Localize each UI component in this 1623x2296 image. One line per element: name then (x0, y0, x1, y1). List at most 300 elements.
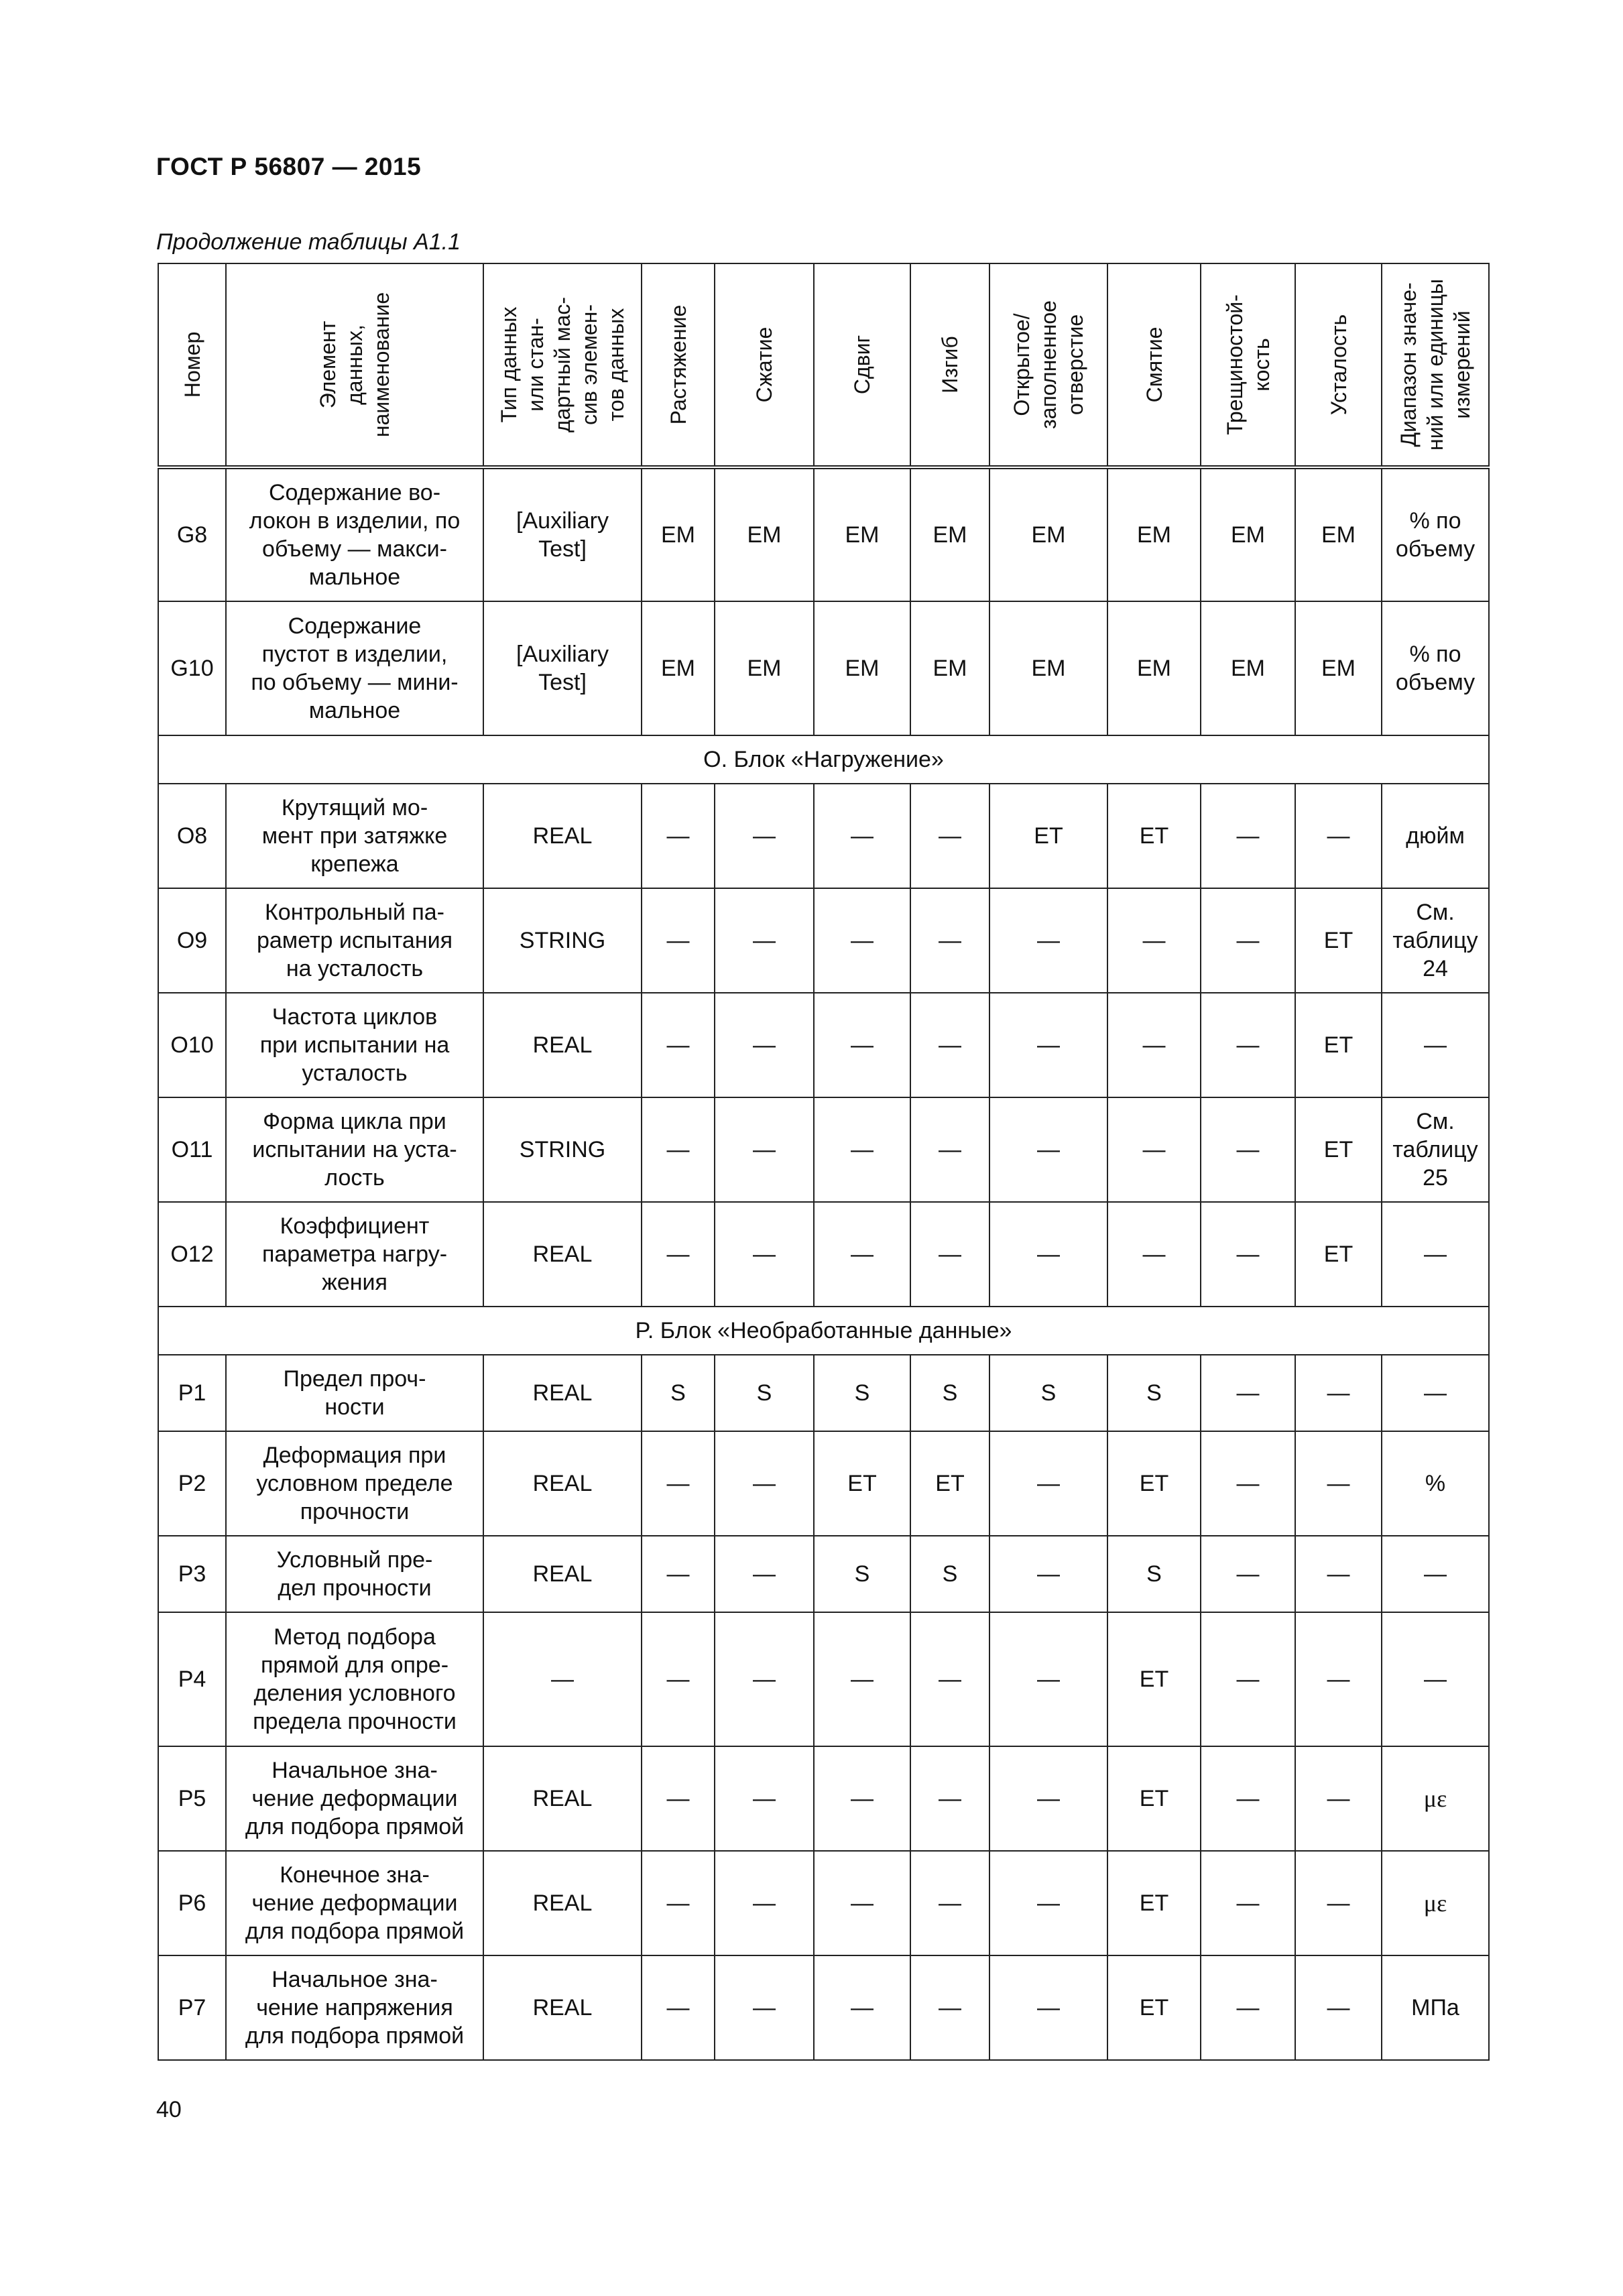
element-name (226, 1612, 483, 1746)
range-units-text: — (1424, 1242, 1447, 1267)
cell-value (910, 467, 989, 601)
cell-value-text: S (942, 1380, 958, 1406)
data-type (483, 601, 642, 735)
cell-value-text: — (1236, 1667, 1260, 1692)
cell-value-text: ET (1323, 1032, 1354, 1058)
cell-value-text: — (1037, 1561, 1060, 1587)
cell-value (1107, 993, 1201, 1097)
section-label: P. Блок «Необработанные данные» (158, 1307, 1489, 1355)
cell-value (814, 1851, 910, 1955)
table-row (158, 1536, 1489, 1612)
cell-value (910, 1355, 989, 1431)
cell-value-text: — (666, 1667, 690, 1692)
cell-value-text: — (753, 1890, 776, 1916)
row-number-text: P2 (178, 1471, 206, 1496)
cell-value (715, 1097, 814, 1202)
cell-value-text: — (666, 1786, 690, 1811)
column-header (910, 263, 989, 467)
cell-value (989, 1431, 1107, 1536)
column-header-label: Трещиностой- кость (1222, 294, 1274, 435)
cell-value-text: — (1327, 1561, 1350, 1587)
document-header: ГОСТ Р 56807 — 2015 (156, 153, 422, 180)
cell-value-text: — (1142, 1137, 1166, 1162)
cell-value-text: — (753, 1137, 776, 1162)
cell-value-text: EM (747, 522, 782, 548)
cell-value (989, 467, 1107, 601)
table-row (158, 1851, 1489, 1955)
cell-value-text: — (1327, 1995, 1350, 2020)
range-units-text: με (1423, 1785, 1447, 1812)
element-name (226, 1355, 483, 1431)
cell-value-text: — (939, 1032, 961, 1058)
cell-value (715, 1851, 814, 1955)
cell-value-text: — (1236, 1242, 1260, 1267)
cell-value (910, 993, 989, 1097)
row-number (158, 1202, 226, 1307)
cell-value (814, 888, 910, 993)
cell-value-text: — (851, 1137, 874, 1162)
data-type-text: REAL (532, 1032, 593, 1058)
cell-value (715, 1746, 814, 1851)
row-number-text: P1 (178, 1380, 206, 1406)
column-header-label: Смятие (1142, 326, 1166, 403)
cell-value (814, 1097, 910, 1202)
range-units-text: % по объему (1395, 508, 1476, 562)
cell-value-text: — (753, 1561, 776, 1587)
element-name-text: Предел проч- ности (283, 1366, 426, 1420)
cell-value-text: — (666, 928, 690, 953)
element-name-text: Частота циклов при испытании на усталость (259, 1004, 450, 1086)
row-number-text: O8 (176, 823, 208, 849)
cell-value (1107, 1612, 1201, 1746)
cell-value-text: S (1146, 1380, 1162, 1406)
cell-value-text: — (1327, 1667, 1350, 1692)
data-type-text: REAL (532, 1242, 593, 1267)
data-type-text: REAL (532, 1890, 593, 1916)
data-type (483, 1612, 642, 1746)
table-row (158, 784, 1489, 888)
cell-value-text: — (666, 1995, 690, 2020)
section-label: O. Блок «Нагружение» (158, 735, 1489, 784)
cell-value (910, 888, 989, 993)
cell-value-text: EM (661, 522, 695, 548)
cell-value-text: — (666, 1137, 690, 1162)
cell-value-text: — (851, 1032, 874, 1058)
row-number-text: O11 (171, 1137, 213, 1162)
cell-value-text: EM (1321, 656, 1356, 681)
cell-value-text: — (851, 1242, 874, 1267)
table-body (158, 467, 1489, 2060)
cell-value (715, 993, 814, 1097)
cell-value-text: — (851, 1786, 874, 1811)
cell-value-text: — (1142, 928, 1166, 953)
row-number (158, 601, 226, 735)
cell-value-text: EM (845, 522, 880, 548)
cell-value-text: S (756, 1380, 772, 1406)
cell-value (814, 1746, 910, 1851)
element-name (226, 1431, 483, 1536)
cell-value-text: — (753, 1032, 776, 1058)
row-number (158, 1536, 226, 1612)
data-type (483, 467, 642, 601)
row-number-text: P4 (178, 1667, 206, 1692)
column-header (1295, 263, 1382, 467)
column-header (814, 263, 910, 467)
cell-value-text: ET (1139, 1786, 1169, 1811)
cell-value (910, 1097, 989, 1202)
cell-value (814, 1355, 910, 1431)
row-number (158, 1355, 226, 1431)
row-number-text: G10 (170, 656, 214, 681)
cell-value (1107, 467, 1201, 601)
cell-value (1107, 1355, 1201, 1431)
table-caption: Продолжение таблицы А1.1 (156, 229, 461, 255)
data-table (158, 263, 1490, 2061)
cell-value-text: EM (747, 656, 782, 681)
range-units (1382, 888, 1489, 993)
cell-value-text: ET (1139, 1995, 1169, 2020)
cell-value (910, 1202, 989, 1307)
cell-value (715, 601, 814, 735)
cell-value (1295, 993, 1382, 1097)
cell-value-text: — (753, 928, 776, 953)
cell-value (642, 784, 715, 888)
cell-value (989, 1746, 1107, 1851)
cell-value-text: — (1236, 1890, 1260, 1916)
cell-value-text: — (1236, 1471, 1260, 1496)
cell-value-text: — (939, 1242, 961, 1267)
table-row (158, 888, 1489, 993)
cell-value (642, 1851, 715, 1955)
row-number-text: P7 (178, 1995, 206, 2020)
data-type (483, 1355, 642, 1431)
data-type (483, 1097, 642, 1202)
cell-value-text: — (1327, 823, 1350, 849)
header-row (158, 263, 1489, 467)
data-type (483, 1746, 642, 1851)
table-row (158, 467, 1489, 601)
range-units (1382, 1612, 1489, 1746)
element-name-text: Контрольный па- раметр испытания на усталость (256, 900, 453, 981)
row-number-text: P6 (178, 1890, 206, 1916)
cell-value-text: — (666, 1561, 690, 1587)
cell-value (1201, 784, 1295, 888)
cell-value-text: ET (1139, 1890, 1169, 1916)
cell-value (642, 888, 715, 993)
cell-value-text: EM (1137, 656, 1171, 681)
column-header (1201, 263, 1295, 467)
cell-value-text: S (1146, 1561, 1162, 1587)
table-row (158, 1746, 1489, 1851)
cell-value-text: — (1037, 1890, 1060, 1916)
cell-value-text: — (1037, 1137, 1060, 1162)
cell-value-text: — (1327, 1786, 1350, 1811)
cell-value (989, 601, 1107, 735)
cell-value-text: — (1236, 1137, 1260, 1162)
column-header (483, 263, 642, 467)
element-name (226, 1851, 483, 1955)
cell-value (910, 1612, 989, 1746)
cell-value-text: ET (1323, 1242, 1354, 1267)
range-units (1382, 1851, 1489, 1955)
cell-value (1107, 1955, 1201, 2060)
data-type (483, 1851, 642, 1955)
cell-value (1201, 1355, 1295, 1431)
cell-value (1201, 993, 1295, 1097)
cell-value (1107, 601, 1201, 735)
table-row (158, 1955, 1489, 2060)
cell-value-text: S (854, 1561, 870, 1587)
table-row (158, 1431, 1489, 1536)
range-units (1382, 784, 1489, 888)
cell-value-text: — (1236, 928, 1260, 953)
cell-value (1107, 1746, 1201, 1851)
data-type-text: REAL (532, 1995, 593, 2020)
element-name (226, 1097, 483, 1202)
cell-value-text: — (851, 823, 874, 849)
cell-value-text: — (666, 823, 690, 849)
data-type-text: REAL (532, 1786, 593, 1811)
range-units-text: με (1423, 1890, 1447, 1917)
cell-value (642, 1955, 715, 2060)
cell-value (989, 1612, 1107, 1746)
cell-value (715, 1431, 814, 1536)
cell-value-text: — (666, 1032, 690, 1058)
cell-value-text: — (666, 1471, 690, 1496)
data-type-text: REAL (532, 1380, 593, 1406)
column-header-label: Сжатие (752, 326, 776, 403)
cell-value-text: — (753, 1471, 776, 1496)
column-header-label: Элемент данных, наименование (316, 292, 394, 438)
column-header-label: Сдвиг (850, 335, 874, 395)
row-number-text: G8 (176, 522, 208, 548)
cell-value (715, 1955, 814, 2060)
cell-value (989, 1202, 1107, 1307)
table-row (158, 993, 1489, 1097)
element-name-text: Содержание пустот в изделии, по объему — мини- мальное (251, 613, 459, 723)
cell-value-text: — (939, 928, 961, 953)
range-units-text: % (1425, 1471, 1446, 1496)
cell-value (1201, 1202, 1295, 1307)
cell-value (814, 467, 910, 601)
cell-value (715, 888, 814, 993)
cell-value-text: EM (1231, 522, 1265, 548)
cell-value (814, 1431, 910, 1536)
element-name-text: Метод подбора прямой для опре- деления условного предела прочности (253, 1624, 457, 1734)
cell-value-text: — (939, 1137, 961, 1162)
cell-value (1295, 1851, 1382, 1955)
element-name-text: Начальное зна- чение деформации для подбора прямой (245, 1758, 465, 1839)
cell-value (814, 784, 910, 888)
row-number-text: O9 (176, 928, 208, 953)
cell-value (1295, 784, 1382, 888)
element-name (226, 1536, 483, 1612)
range-units-text: МПа (1411, 1995, 1459, 2020)
cell-value-text: — (666, 1890, 690, 1916)
cell-value-text: S (670, 1380, 686, 1406)
row-number (158, 1955, 226, 2060)
cell-value (814, 1612, 910, 1746)
cell-value (910, 1851, 989, 1955)
cell-value-text: — (753, 1667, 776, 1692)
cell-value-text: EM (1321, 522, 1356, 548)
element-name-text: Начальное зна- чение напряжения для подбора прямой (245, 1967, 465, 2049)
cell-value (814, 1536, 910, 1612)
cell-value (1295, 1431, 1382, 1536)
column-header-label: Диапазон значе- ний или единицы измерений (1396, 278, 1474, 451)
cell-value (989, 1955, 1107, 2060)
cell-value (1107, 888, 1201, 993)
element-name-text: Содержание во- локон в изделии, по объему — макси- мальное (249, 480, 461, 590)
column-header (226, 263, 483, 467)
column-header (715, 263, 814, 467)
cell-value (1107, 1097, 1201, 1202)
row-number-text: P5 (178, 1786, 206, 1811)
range-units-text: дюйм (1406, 823, 1465, 849)
data-type (483, 888, 642, 993)
cell-value (1295, 1202, 1382, 1307)
cell-value-text: — (939, 1667, 961, 1692)
cell-value (642, 1536, 715, 1612)
range-units (1382, 601, 1489, 735)
cell-value (910, 1431, 989, 1536)
range-units (1382, 1431, 1489, 1536)
cell-value (814, 1202, 910, 1307)
cell-value (910, 1955, 989, 2060)
row-number (158, 993, 226, 1097)
data-type-text: REAL (532, 823, 593, 849)
row-number (158, 1746, 226, 1851)
cell-value-text: EM (661, 656, 695, 681)
cell-value-text: — (1236, 1380, 1260, 1406)
cell-value (1107, 1536, 1201, 1612)
element-name (226, 1202, 483, 1307)
cell-value-text: — (753, 1242, 776, 1267)
cell-value (642, 1612, 715, 1746)
row-number (158, 1097, 226, 1202)
cell-value-text: — (1037, 928, 1060, 953)
cell-value (1295, 1746, 1382, 1851)
cell-value (910, 784, 989, 888)
data-type (483, 784, 642, 888)
range-units-text: См. таблицу 25 (1392, 1109, 1478, 1191)
data-type (483, 1955, 642, 2060)
row-number (158, 888, 226, 993)
range-units-text: % по объему (1395, 642, 1476, 695)
cell-value (1107, 784, 1201, 888)
cell-value (1295, 1612, 1382, 1746)
cell-value-text: — (1236, 823, 1260, 849)
cell-value-text: ET (1139, 823, 1169, 849)
cell-value (814, 993, 910, 1097)
cell-value-text: — (1037, 1667, 1060, 1692)
range-units (1382, 1536, 1489, 1612)
element-name (226, 1955, 483, 2060)
cell-value (1201, 1746, 1295, 1851)
column-header-label: Номер (180, 331, 204, 398)
row-number-text: O10 (170, 1032, 214, 1058)
data-type-text: — (551, 1667, 574, 1692)
data-type-text: STRING (519, 928, 606, 953)
column-header-label: Открытое/ заполненное отверстие (1010, 300, 1087, 429)
cell-value (1107, 1851, 1201, 1955)
cell-value-text: — (1142, 1032, 1166, 1058)
cell-value-text: — (1236, 1786, 1260, 1811)
cell-value-text: S (1040, 1380, 1057, 1406)
cell-value-text: — (851, 1667, 874, 1692)
cell-value (989, 888, 1107, 993)
cell-value-text: — (1037, 1995, 1060, 2020)
range-units (1382, 1097, 1489, 1202)
cell-value (715, 1355, 814, 1431)
cell-value-text: — (1236, 1561, 1260, 1587)
cell-value-text: — (1142, 1242, 1166, 1267)
cell-value-text: EM (1031, 522, 1066, 548)
range-units-text: — (1424, 1667, 1447, 1692)
cell-value (1295, 1955, 1382, 2060)
cell-value (814, 1955, 910, 2060)
data-type-text: REAL (532, 1471, 593, 1496)
row-number (158, 1851, 226, 1955)
cell-value-text: — (851, 1995, 874, 2020)
cell-value (1201, 1851, 1295, 1955)
element-name-text: Условный пре- дел прочности (276, 1547, 433, 1601)
cell-value-text: EM (1231, 656, 1265, 681)
cell-value-text: — (851, 1890, 874, 1916)
cell-value (715, 1202, 814, 1307)
data-type-text: STRING (519, 1137, 606, 1162)
cell-value (989, 784, 1107, 888)
cell-value (642, 1355, 715, 1431)
cell-value-text: ET (1323, 928, 1354, 953)
cell-value-text: — (753, 823, 776, 849)
row-number (158, 467, 226, 601)
column-header (642, 263, 715, 467)
cell-value-text: — (1327, 1471, 1350, 1496)
table-row (158, 1202, 1489, 1307)
range-units (1382, 993, 1489, 1097)
cell-value (1201, 467, 1295, 601)
cell-value-text: ET (1034, 823, 1063, 849)
cell-value (1295, 601, 1382, 735)
cell-value-text: — (1037, 1471, 1060, 1496)
cell-value (642, 1097, 715, 1202)
row-number-text: P3 (178, 1561, 206, 1587)
cell-value-text: S (942, 1561, 958, 1587)
column-header-label: Растяжение (666, 304, 690, 425)
cell-value (910, 601, 989, 735)
cell-value-text: ET (1139, 1667, 1169, 1692)
cell-value-text: — (939, 1786, 961, 1811)
range-units-text: — (1424, 1032, 1447, 1058)
element-name (226, 784, 483, 888)
cell-value (989, 1536, 1107, 1612)
range-units (1382, 1202, 1489, 1307)
column-header (1107, 263, 1201, 467)
range-units (1382, 1746, 1489, 1851)
cell-value-text: EM (845, 656, 880, 681)
cell-value-text: EM (1031, 656, 1066, 681)
cell-value (1295, 1355, 1382, 1431)
range-units (1382, 1955, 1489, 2060)
cell-value (1295, 888, 1382, 993)
cell-value-text: — (1037, 1242, 1060, 1267)
cell-value-text: — (753, 1786, 776, 1811)
element-name (226, 467, 483, 601)
cell-value (715, 467, 814, 601)
cell-value-text: — (753, 1995, 776, 2020)
row-number (158, 784, 226, 888)
